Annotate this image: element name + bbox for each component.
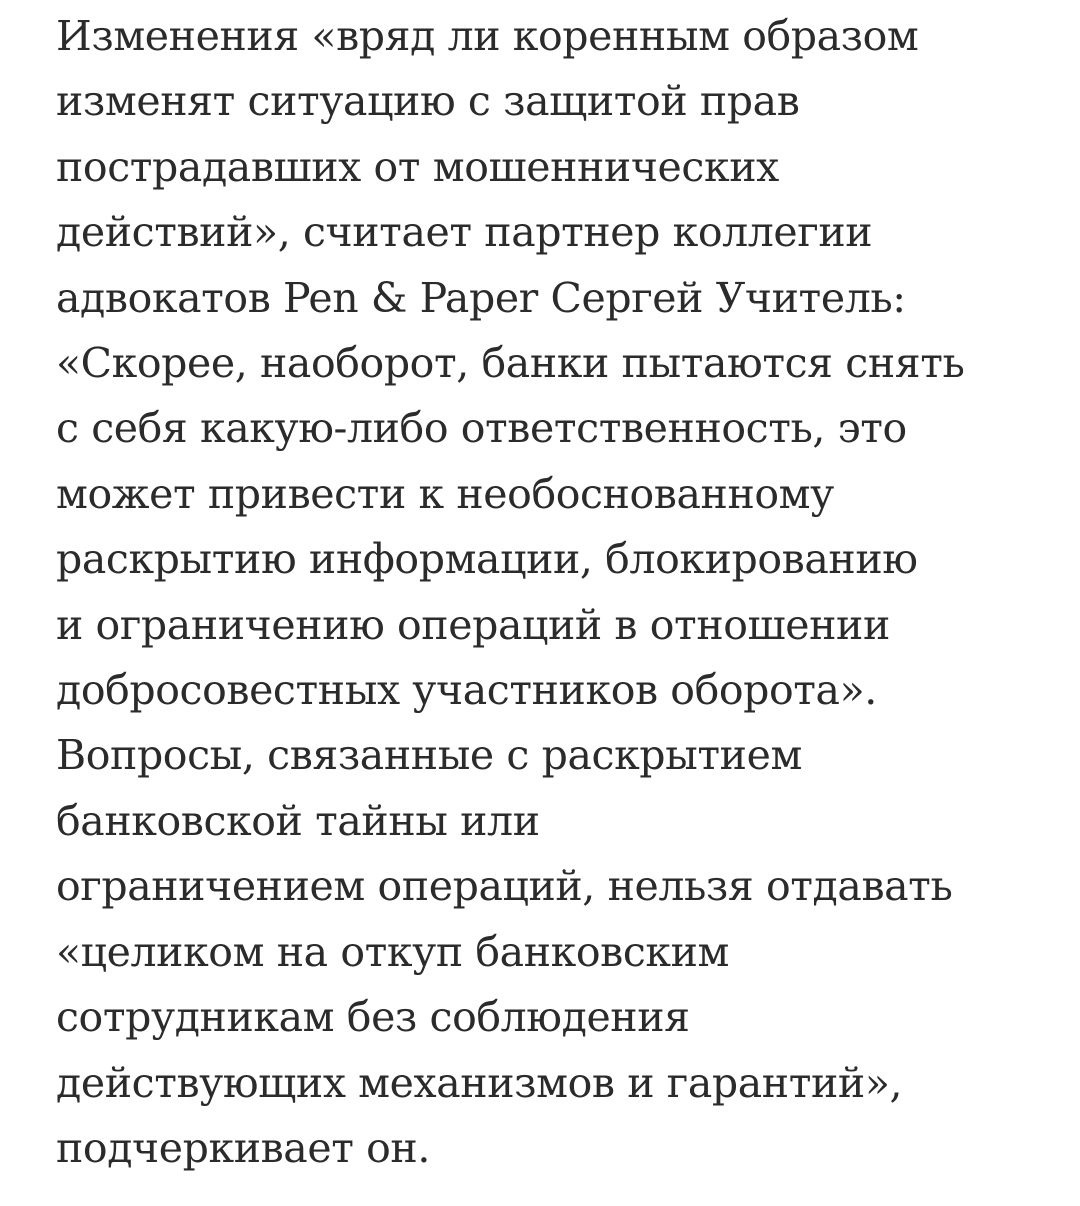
text-line: изменят ситуацию с защитой прав [56,77,800,126]
text-line: действий», считает партнер коллегии [56,208,873,257]
article-text [56,4,1066,1181]
text-line: Вопросы, связанные с раскрытием [56,731,802,780]
text-line: действующих механизмов и гарантий», [56,1058,903,1107]
text-line: раскрытию информации, блокированию [56,535,918,584]
text-line: сотрудникам без соблюдения [56,993,690,1042]
text-line: с себя какую-либо ответственность, это [56,404,907,453]
text-line: и ограничению операций в отношении [56,600,890,649]
text-line: «Скорее, наоборот, банки пытаются снять [56,339,965,388]
text-line: пострадавших от мошеннических [56,142,779,191]
text-line: добросовестных участников оборота». [56,666,877,715]
text-line: подчеркивает он. [56,1123,430,1172]
text-line: ограничением операций, нельзя отдавать [56,862,953,911]
text-line: Изменения «вряд ли коренным образом [56,12,919,60]
text-line: адвокатов Pen & Paper Сергей Учитель: [56,273,906,322]
text-line: может привести к необоснованному [56,469,834,518]
text-line: банковской тайны или [56,796,540,845]
text-line: «целиком на откуп банковским [56,927,730,976]
